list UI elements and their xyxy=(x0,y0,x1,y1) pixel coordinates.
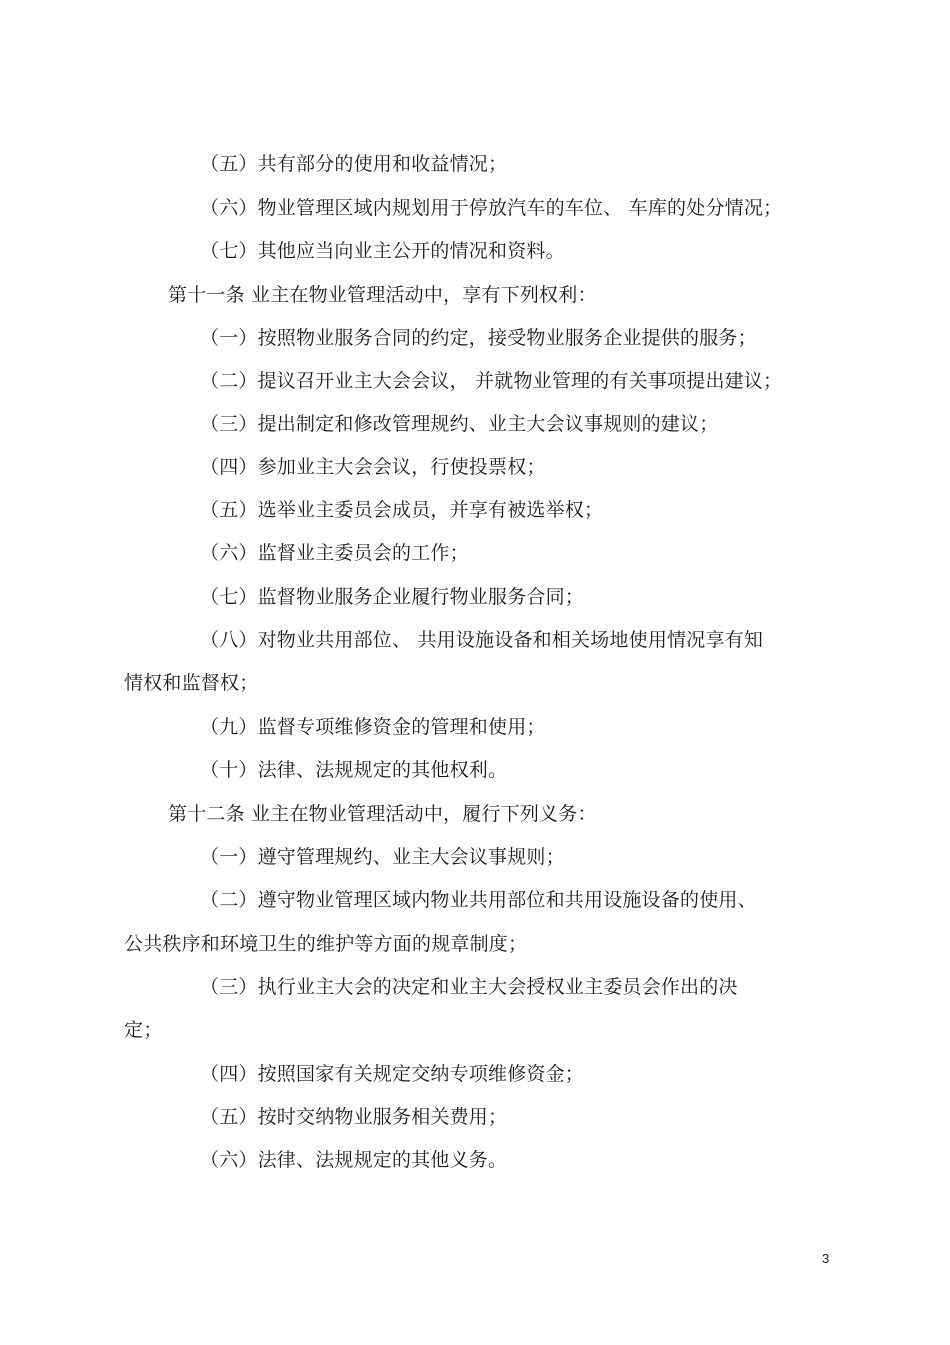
duty-2-line-2: 公共秩序和环境卫生的维护等方面的规章制度； xyxy=(124,933,528,955)
duty-2-line-1: （二）遵守物业管理区域内物业共用部位和共用设施设备的使用、 xyxy=(200,889,757,911)
right-8-line-2: 情权和监督权； xyxy=(124,672,259,694)
duty-4: （四）按照国家有关规定交纳专项维修资金； xyxy=(200,1063,585,1085)
item-5-shared-parts-usage: （五）共有部分的使用和收益情况； xyxy=(200,153,508,175)
right-5: （五）选举业主委员会成员，并享有被选举权； xyxy=(200,499,604,521)
page-number: 3 xyxy=(822,1251,830,1266)
duty-3-line-1: （三）执行业主大会的决定和业主大会授权业主委员会作出的决 xyxy=(200,976,738,998)
article-12-heading: 第十二条 业主在物业管理活动中，履行下列义务： xyxy=(168,803,597,825)
right-3: （三）提出制定和修改管理规约、业主大会议事规则的建议； xyxy=(200,413,719,435)
right-7: （七）监督物业服务企业履行物业服务合同； xyxy=(200,586,585,608)
right-4: （四）参加业主大会会议，行使投票权； xyxy=(200,456,546,478)
right-2: （二）提议召开业主大会会议， 并就物业管理的有关事项提出建议； xyxy=(200,370,783,392)
right-8-line-1: （八）对物业共用部位、 共用设施设备和相关场地使用情况享有知 xyxy=(200,629,764,651)
item-7-other-public-info: （七）其他应当向业主公开的情况和资料。 xyxy=(200,240,565,262)
right-9: （九）监督专项维修资金的管理和使用； xyxy=(200,716,546,738)
article-11-heading: 第十一条 业主在物业管理活动中，享有下列权利： xyxy=(168,284,597,306)
right-1: （一）按照物业服务合同的约定，接受物业服务企业提供的服务； xyxy=(200,327,757,349)
duty-6: （六）法律、法规规定的其他义务。 xyxy=(200,1149,508,1171)
item-6-parking-disposal: （六）物业管理区域内规划用于停放汽车的车位、 车库的处分情况； xyxy=(200,197,783,219)
right-6: （六）监督业主委员会的工作； xyxy=(200,542,469,564)
right-10: （十）法律、法规规定的其他权利。 xyxy=(200,759,508,781)
duty-1: （一）遵守管理规约、业主大会议事规则； xyxy=(200,846,565,868)
duty-5: （五）按时交纳物业服务相关费用； xyxy=(200,1106,508,1128)
duty-3-line-2: 定； xyxy=(124,1019,163,1041)
